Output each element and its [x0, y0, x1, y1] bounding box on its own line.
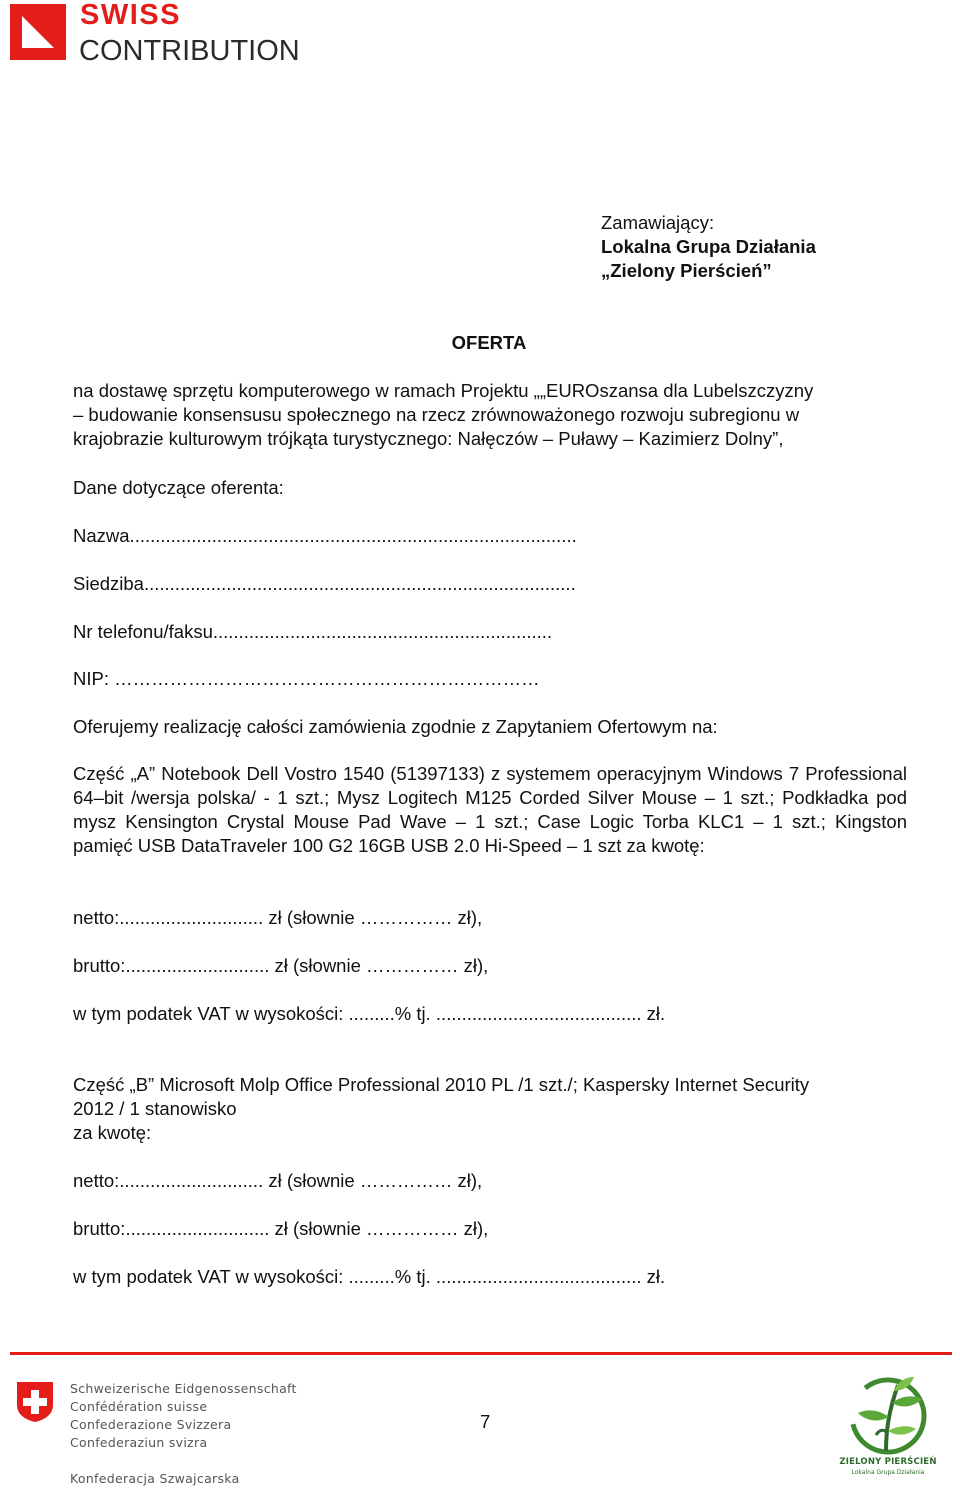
- part-b-netto: netto:............................ zł (słownie …………… zł),: [73, 1170, 483, 1191]
- confederation-it: Confederazione Svizzera: [70, 1417, 232, 1432]
- part-a-vat: w tym podatek VAT w wysokości: .........% tj. ........................................ zł.: [73, 1003, 666, 1024]
- partner-subtitle: Lokalna Grupa Działania: [851, 1469, 925, 1476]
- partner-name: ZIELONY PIERŚCIEŃ: [839, 1457, 937, 1467]
- swiss-flag-icon: [14, 1381, 56, 1423]
- bidder-phone-field: Nr telefonu/faksu..................................................................: [73, 621, 553, 642]
- part-a-description: Część „A” Notebook Dell Vostro 1540 (51397133) z systemem operacyjnym Windows 7 Professional 64–bit /wersja polska/ - 1 szt.; Mysz Logitech M125 Corded Silver Mouse – 1 szt.; Podkładka pod mysz Kensington Crystal Mouse Pad Wave – 1 szt.; Case Logic Torba KLC1 – 1 szt.; Kingston pamięć USB DataTraveler 100 G2 16GB USB 2.0 Hi-Speed – 1 szt za kwotę:: [73, 763, 907, 856]
- part-b-brutto: brutto:............................ zł (słownie …………… zł),: [73, 1218, 489, 1239]
- offer-statement: Oferujemy realizację całości zamówienia zgodnie z Zapytaniem Ofertowym na:: [73, 716, 718, 737]
- footer-divider: [10, 1352, 952, 1355]
- document-title: OFERTA: [451, 332, 527, 353]
- swiss-contribution-logo-icon: [10, 4, 66, 60]
- confederation-de: Schweizerische Eidgenossenschaft: [70, 1381, 297, 1396]
- confederation-rm: Confederaziun svizra: [70, 1435, 208, 1450]
- client-label: Zamawiający:: [601, 212, 715, 233]
- part-a-brutto: brutto:............................ zł (słownie …………… zł),: [73, 955, 489, 976]
- part-b-description-line-1: Część „B” Microsoft Molp Office Professional 2010 PL /1 szt./; Kaspersky Internet Security: [73, 1074, 810, 1095]
- intro-line-2: – budowanie konsensusu społecznego na rzecz zrównoważonego rozwoju subregionu w: [73, 404, 800, 425]
- part-a-netto: netto:............................ zł (słownie …………… zł),: [73, 907, 483, 928]
- bidder-name-field: Nazwa.......................................................................................: [73, 525, 577, 546]
- part-b-description-line-3: za kwotę:: [73, 1122, 152, 1143]
- bidder-nip-field: NIP: ……………………………………………………………: [73, 668, 540, 689]
- zielony-pierscien-logo-icon: [836, 1373, 940, 1459]
- logo-text-swiss: SWISS: [80, 0, 181, 31]
- intro-line-1: na dostawę sprzętu komputerowego w ramach Projektu „„EUROszansa dla Lubelszczyzny: [73, 380, 814, 401]
- bidder-seat-field: Siedziba....................................................................................: [73, 573, 576, 594]
- intro-line-3: krajobrazie kulturowym trójkąta turystycznego: Nałęczów – Puławy – Kazimierz Dolny”,: [73, 428, 784, 449]
- page-number: 7: [480, 1411, 491, 1432]
- logo-text-contribution: CONTRIBUTION: [79, 35, 300, 67]
- confederation-fr: Confédération suisse: [70, 1399, 208, 1414]
- client-name: Lokalna Grupa Działania: [601, 236, 816, 257]
- bidder-heading: Dane dotyczące oferenta:: [73, 477, 284, 498]
- part-b-description-line-2: 2012 / 1 stanowisko: [73, 1098, 237, 1119]
- client-name-quoted: „Zielony Pierścień”: [601, 260, 772, 281]
- part-b-vat: w tym podatek VAT w wysokości: .........% tj. ........................................ zł.: [73, 1266, 666, 1287]
- confederation-pl: Konfederacja Szwajcarska: [70, 1471, 240, 1486]
